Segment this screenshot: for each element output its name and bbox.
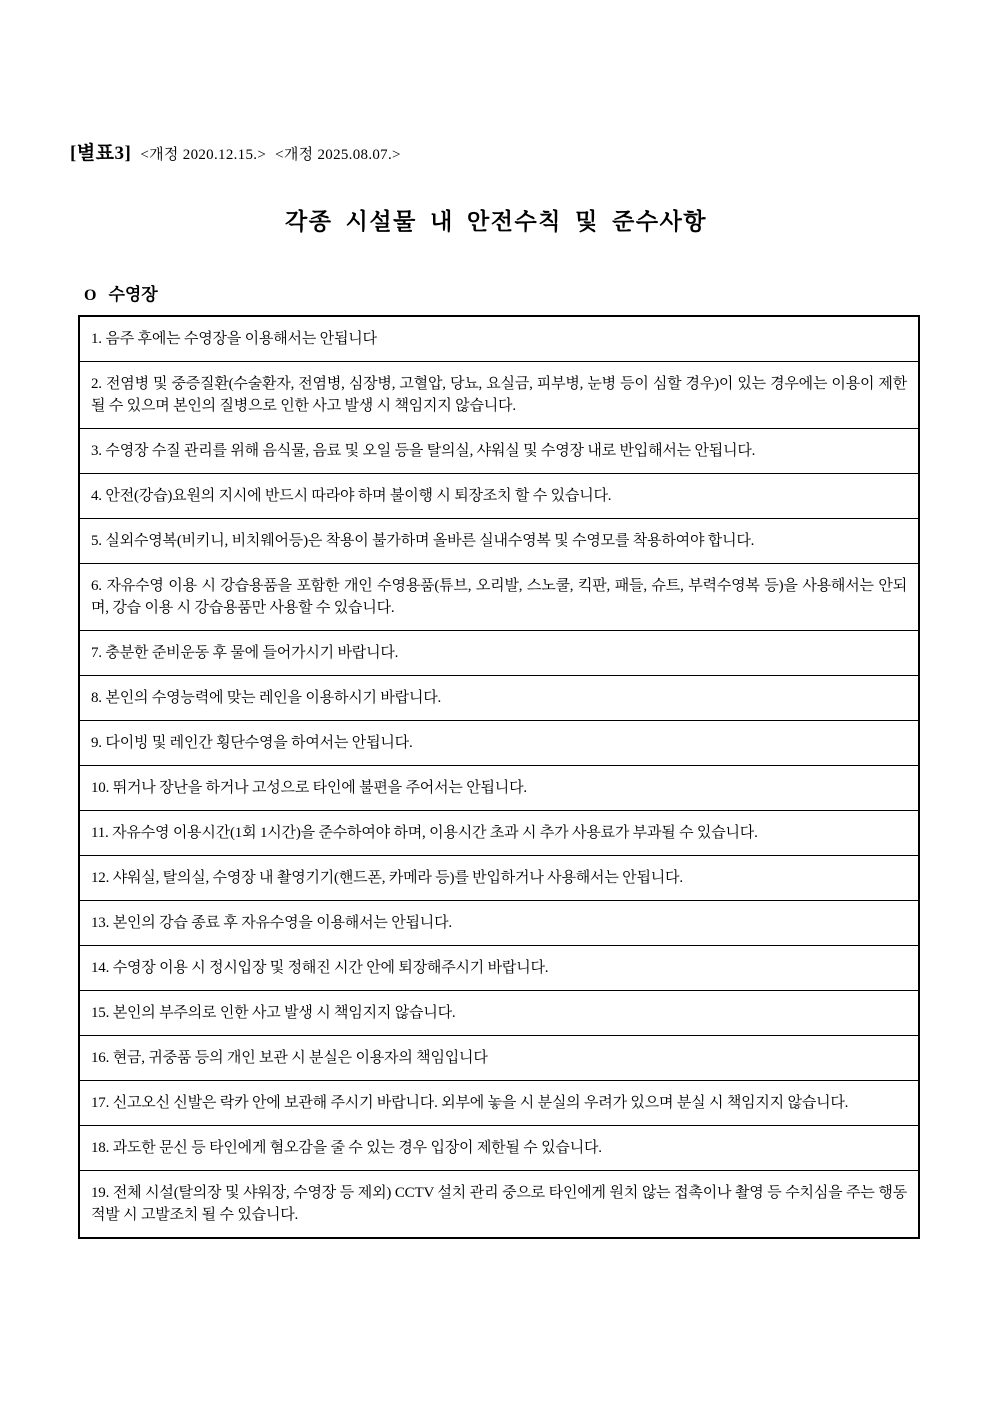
rule-text: 3. 수영장 수질 관리를 위해 음식물, 음료 및 오일 등을 탈의실, 샤워실 및 수영장 내로 반입해서는 안됩니다. <box>91 443 756 459</box>
rule-row <box>80 1036 918 1081</box>
rule-row <box>80 429 918 474</box>
rule-text: 8. 본인의 수영능력에 맞는 레인을 이용하시기 바랍니다. <box>91 690 442 706</box>
rule-text: 11. 자유수영 이용시간(1회 1시간)을 준수하여야 하며, 이용시간 초과 시 추가 사용료가 부과될 수 있습니다. <box>91 825 758 841</box>
rule-text: 7. 충분한 준비운동 후 물에 들어가시기 바랍니다. <box>91 645 399 661</box>
rule-row <box>80 317 918 362</box>
page-title: 각종 시설물 내 안전수칙 및 준수사항 <box>284 209 708 234</box>
annex-label: [별표3] <box>70 143 132 164</box>
rule-text: 4. 안전(강습)요원의 지시에 반드시 따라야 하며 불이행 시 퇴장조치 할 수 있습니다. <box>91 488 612 504</box>
rule-text: 9. 다이빙 및 레인간 횡단수영을 하여서는 안됩니다. <box>91 735 413 751</box>
rule-row <box>80 474 918 519</box>
rule-row <box>80 991 918 1036</box>
rule-text: 1. 음주 후에는 수영장을 이용해서는 안됩니다 <box>91 331 377 347</box>
rule-row <box>80 519 918 564</box>
section-label: 수영장 <box>108 285 158 304</box>
rule-row <box>80 811 918 856</box>
section-bullet: O <box>84 287 97 304</box>
rule-text: 18. 과도한 문신 등 타인에게 혐오감을 줄 수 있는 경우 입장이 제한될 수 있습니다. <box>91 1140 602 1156</box>
rule-row <box>80 362 918 429</box>
rule-text: 16. 현금, 귀중품 등의 개인 보관 시 분실은 이용자의 책임입니다 <box>91 1050 488 1066</box>
rule-row <box>80 1081 918 1126</box>
rule-row <box>80 1126 918 1171</box>
pool-rules-table <box>78 315 920 1239</box>
rule-row <box>80 631 918 676</box>
rule-row <box>80 766 918 811</box>
rule-row <box>80 676 918 721</box>
rule-row <box>80 946 918 991</box>
rule-text: 14. 수영장 이용 시 정시입장 및 정해진 시간 안에 퇴장해주시기 바랍니다. <box>91 960 549 976</box>
rule-text: 12. 샤워실, 탈의실, 수영장 내 촬영기기(핸드폰, 카메라 등)를 반입하거나 사용해서는 안됩니다. <box>91 870 683 886</box>
rule-text: 17. 신고오신 신발은 락카 안에 보관해 주시기 바랍니다. 외부에 놓을 시 분실의 우려가 있으며 분실 시 책임지지 않습니다. <box>91 1095 849 1111</box>
rule-text: 5. 실외수영복(비키니, 비치웨어등)은 착용이 불가하며 올바른 실내수영복 및 수영모를 착용하여야 합니다. <box>91 533 755 549</box>
section-heading-pool <box>84 280 158 305</box>
rule-row <box>80 901 918 946</box>
rule-text: 13. 본인의 강습 종료 후 자유수영을 이용해서는 안됩니다. <box>91 915 452 931</box>
rule-row <box>80 564 918 631</box>
revision-note-2: <개정 2025.08.07.> <box>275 147 401 163</box>
annex-header-line <box>70 138 401 165</box>
rule-row <box>80 721 918 766</box>
rule-text: 15. 본인의 부주의로 인한 사고 발생 시 책임지지 않습니다. <box>91 1005 456 1021</box>
rule-text: 2. 전염병 및 중증질환(수술환자, 전염병, 심장병, 고혈압, 당뇨, 요실금, 피부병, 눈병 등이 심할 경우)이 있는 경우에는 이용이 제한될 수 있으며 본인의 질병으로 인한 사고 발생 시 책임지지 않습니다. <box>91 376 907 414</box>
rule-row <box>80 1171 918 1237</box>
rule-text: 19. 전체 시설(탈의장 및 샤워장, 수영장 등 제외) CCTV 설치 관리 중으로 타인에게 원치 않는 접촉이나 촬영 등 수치심을 주는 행동 적발 시 고발조치 될 수 있습니다. <box>91 1185 907 1223</box>
revision-note-1: <개정 2020.12.15.> <box>140 147 267 163</box>
rule-text: 10. 뛰거나 장난을 하거나 고성으로 타인에 불편을 주어서는 안됩니다. <box>91 780 527 796</box>
rule-row <box>80 856 918 901</box>
rule-text: 6. 자유수영 이용 시 강습용품을 포함한 개인 수영용품(튜브, 오리발, 스노쿨, 킥판, 패들, 슈트, 부력수영복 등)을 사용해서는 안되며, 강습 이용 시 강습용품만 사용할 수 있습니다. <box>91 578 907 616</box>
